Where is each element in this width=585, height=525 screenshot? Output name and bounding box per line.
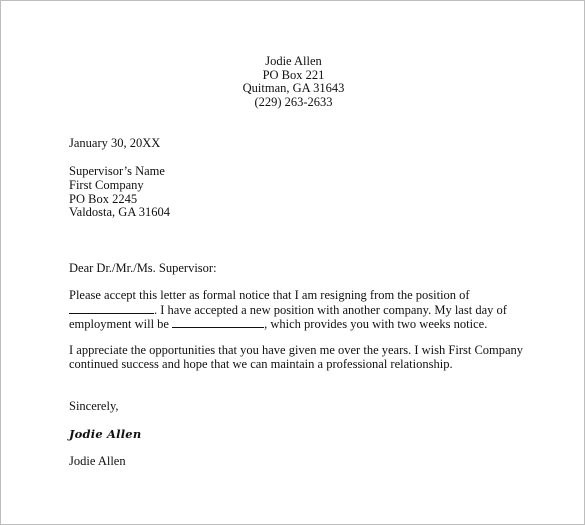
handwritten-signature: Jodie Allen: [69, 427, 142, 441]
sender-name: Jodie Allen: [265, 54, 322, 68]
sender-phone: (229) 263-2633: [254, 95, 333, 109]
paragraph1-line2-text: . I have accepted a new position with another company. My last day of: [154, 303, 507, 317]
paragraph1-line3-lead: employment will be: [69, 317, 169, 331]
recipient-company: First Company: [69, 178, 144, 192]
recipient-address-line1: PO Box 2245: [69, 192, 138, 206]
salutation: Dear Dr./Mr./Ms. Supervisor:: [69, 261, 217, 275]
paragraph2-line1: I appreciate the opportunities that you have given me over the years. I wish First Company: [69, 343, 524, 357]
last-day-blank-field[interactable]: [172, 316, 264, 328]
paragraph1-line2: [69, 302, 507, 317]
recipient-address-line2: Valdosta, GA 31604: [69, 205, 171, 219]
paragraph1-line3: [69, 316, 487, 331]
letter-date: January 30, 20XX: [69, 136, 161, 150]
recipient-name: Supervisor’s Name: [69, 164, 165, 178]
position-blank-field[interactable]: [69, 302, 154, 314]
sender-address-line2: Quitman, GA 31643: [242, 81, 345, 95]
signer-name: Jodie Allen: [69, 454, 126, 468]
paragraph2-line2: continued success and hope that we can maintain a professional relationship.: [69, 357, 453, 371]
paragraph1-line1: Please accept this letter as formal notice that I am resigning from the position of: [69, 288, 470, 302]
sender-address-line1: PO Box 221: [262, 68, 325, 82]
paragraph1-line3-text: , which provides you with two weeks notice.: [264, 317, 488, 331]
closing: Sincerely,: [69, 399, 119, 413]
